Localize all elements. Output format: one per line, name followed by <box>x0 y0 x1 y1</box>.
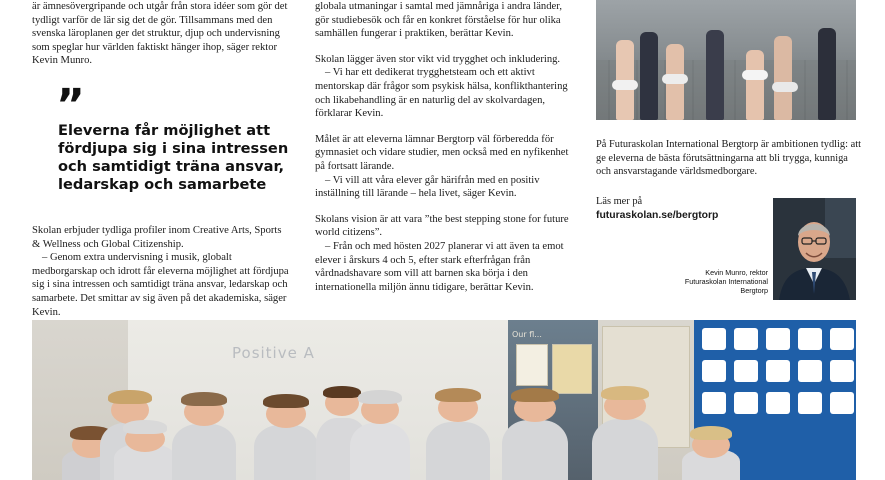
intro-paragraph: är ämnesövergripande och utgår från stora idéer som gör det tydligt varför de lär sig det de gör. Tillsammans med den svenska läroplanen ger det struktur, djup och undervisning som speglar hur världen faktiskt hänger ihop, säger rektor Kevin Munro. <box>32 1 288 67</box>
website-link[interactable]: futuraskolan.se/bergtorp <box>596 210 719 221</box>
caption-line: Futuraskolan International <box>684 277 768 286</box>
paragraph: globala utmaningar i samtal med jämnåriga i andra länder, gör studiebesök och får en konkret förståelse för hur olika samhällen fungerar i praktiken, berättar Kevin. <box>315 1 562 40</box>
portrait-illustration <box>773 198 856 300</box>
caption-line: Kevin Munro, rektor <box>705 268 768 277</box>
students-outdoor-photo <box>596 0 856 120</box>
read-more-label: Läs mer på <box>596 196 643 207</box>
column-1-top <box>32 0 292 68</box>
principal-portrait <box>773 198 856 300</box>
pull-quote: Eleverna får möjlighet att fördjupa sig i sina intressen och samtidigt träna ansvar, ledarskap och samarbete <box>58 122 289 193</box>
paragraph: – Från och med hösten 2027 planerar vi att även ta emot elever i årskurs 4 och 5, efter stark efterfrågan från vårdnadshavare som vill att barnen ska börja i den internationella miljön ännu tidigare, berättar Kevin. <box>315 240 564 293</box>
portrait-caption <box>656 268 768 295</box>
classroom-group-photo <box>32 320 856 480</box>
quote-mark-icon: ” <box>56 80 85 131</box>
quote-paragraph: – Genom extra undervisning i musik, globalt medborgarskap och idrott får eleverna möjlighet att fördjupa sig i sina intressen och samtidigt träna ansvar, ledarskap och samarbete. Det smittar av sig även på det akademiska, säger Kevin. <box>32 252 289 318</box>
column-2 <box>315 0 577 294</box>
paragraph: Skolans vision är att vara ”the best stepping stone for future world citizens”. <box>315 213 569 239</box>
caption-line: Bergtorp <box>740 286 768 295</box>
paragraph: – Vi har ett dedikerat trygghetsteam och ett aktivt mentorskap där frågor som psykisk hälsa, konflikthantering och likabehandling är en naturlig del av skolvardagen, förklarar Kevin. <box>315 67 568 120</box>
column-1-bottom <box>32 224 292 319</box>
paragraph: Målet är att eleverna lämnar Bergtorp väl förberedda för gymnasiet och vidare studier, men också med en nyfikenhet på fortsatt lärande. <box>315 133 569 172</box>
paragraph: – Vi vill att våra elever går härifrån med en positiv inställning till lärande – hela livet, säger Kevin. <box>315 174 540 200</box>
paragraph: Skolan lägger även stor vikt vid trygghet och inkludering. <box>315 53 561 65</box>
notice-board-label: Our fl... <box>512 330 542 339</box>
ambition-paragraph: På Futuraskolan International Bergtorp är ambitionen tydlig: att ge eleverna de bästa förutsättningarna att bli trygga, kunniga och ansvarstagande världsmedborgare. <box>596 139 862 178</box>
profiles-paragraph: Skolan erbjuder tydliga profiler inom Creative Arts, Sports & Wellness och Global Citizenship. <box>32 225 282 250</box>
column-3 <box>596 138 861 179</box>
whiteboard-text: Positive A <box>232 344 315 362</box>
